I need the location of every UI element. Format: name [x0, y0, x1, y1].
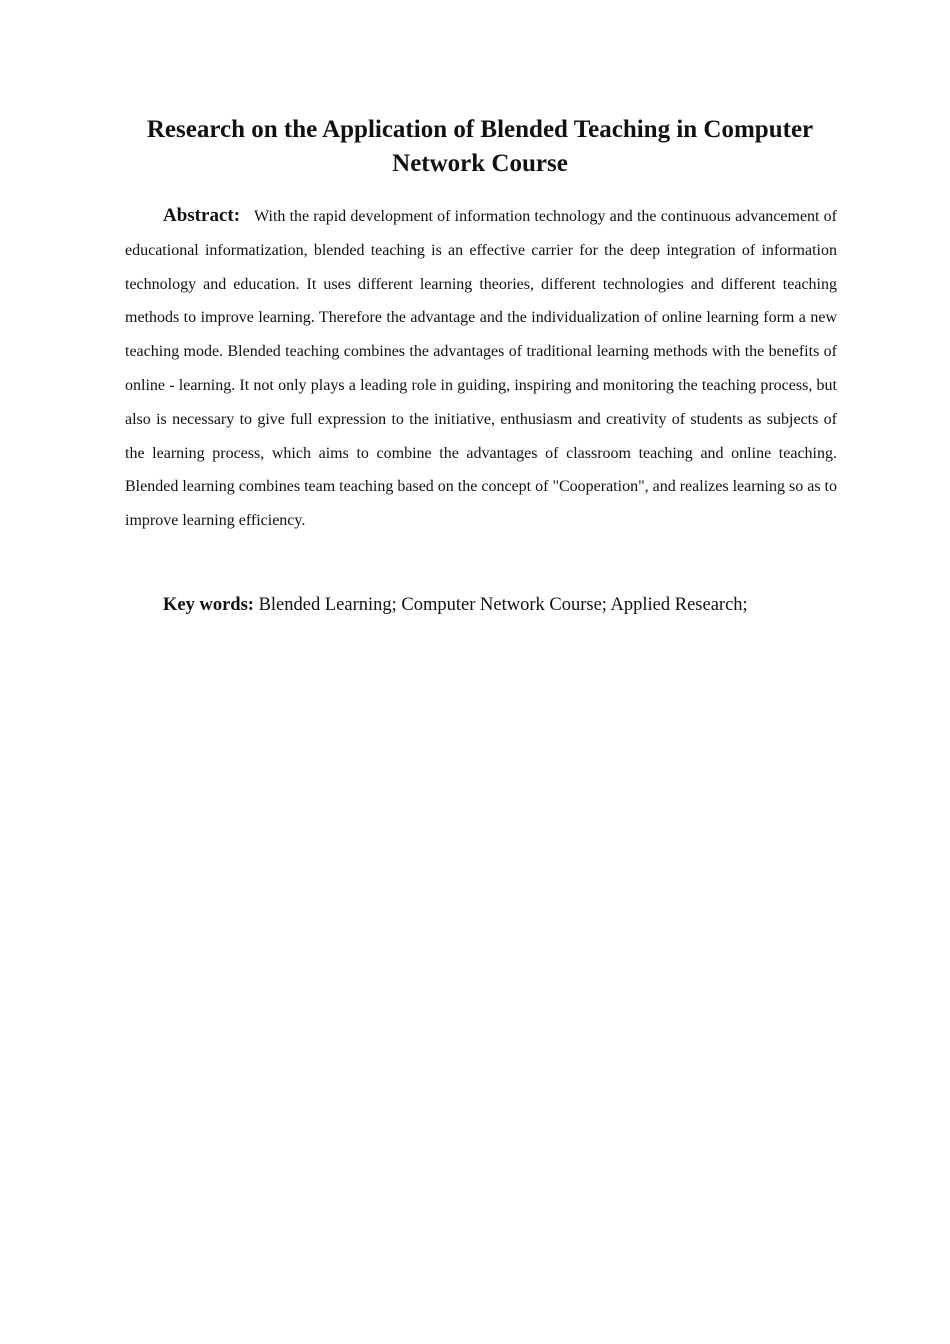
paper-title: Research on the Application of Blended Teaching in Computer Network Course [146, 116, 814, 177]
abstract-label: Abstract: [163, 205, 241, 226]
keywords-text: Blended Learning; Computer Network Course; Applied Research; [258, 595, 748, 615]
abstract-paragraph [125, 199, 837, 538]
keywords-label: Key words: [163, 595, 254, 615]
abstract-text: With the rapid development of information technology and the continuous advancement of educational informatization, blended teaching is an effective carrier for the deep integration of information technology and education. It uses different learning theories, different technologies and different teaching methods to improve learning. Therefore the advantage and the individualization of online learning form a new teaching mode. Blended teaching combines the advantages of traditional learning methods with the benefits of online - learning. It not only plays a leading role in guiding, inspiring and monitoring the teaching process, but also is necessary to give full expression to the initiative, enthusiasm and creativity of students as subjects of the learning process, which aims to combine the advantages of classroom teaching and online teaching. Blended learning combines team teaching based on the concept of "Cooperation", and realizes learning so as to improve learning efficiency. [125, 208, 837, 530]
keywords-paragraph [125, 590, 837, 620]
